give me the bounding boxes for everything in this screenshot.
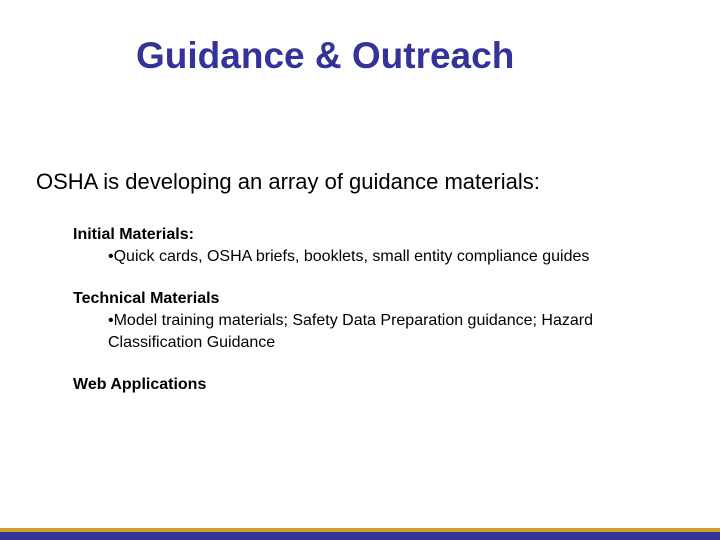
section-heading: Initial Materials:: [73, 226, 194, 243]
section-heading: Web Applications: [73, 376, 207, 393]
section-technical-materials: [73, 288, 673, 354]
section-heading: Technical Materials: [73, 290, 220, 307]
slide-title: Guidance & Outreach: [136, 35, 515, 76]
bottom-accent-bar-navy: [0, 532, 720, 540]
section-initial-materials: [73, 224, 673, 268]
section-bullet: •Model training materials; Safety Data Preparation guidance; Hazard Classification Guidance: [108, 312, 593, 351]
section-web-applications: [73, 374, 673, 396]
intro-text: OSHA is developing an array of guidance materials:: [36, 169, 540, 194]
section-bullet: •Quick cards, OSHA briefs, booklets, small entity compliance guides: [108, 248, 590, 265]
